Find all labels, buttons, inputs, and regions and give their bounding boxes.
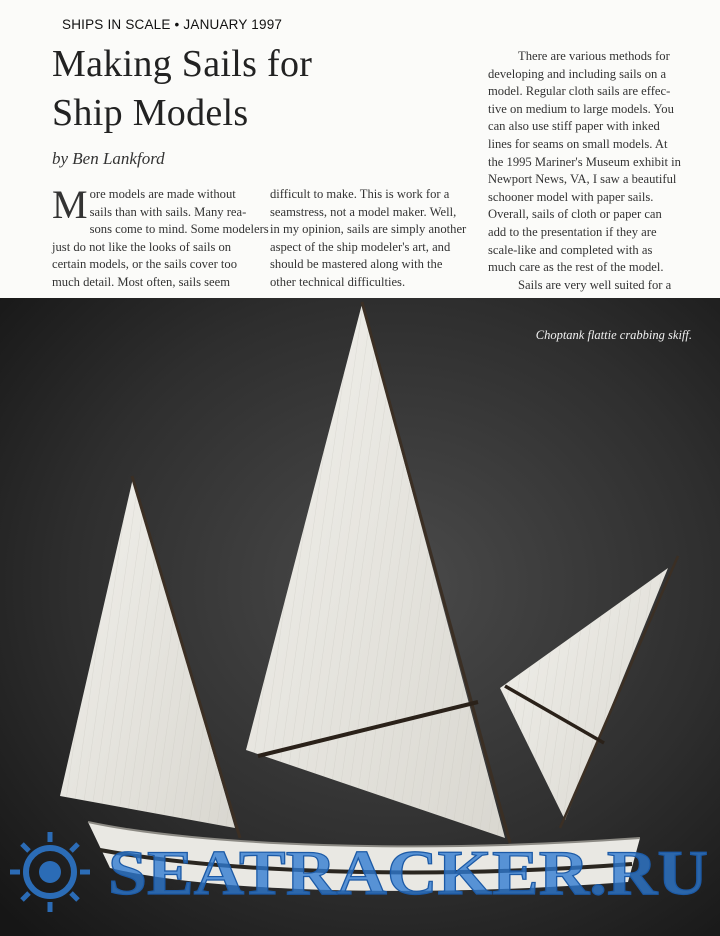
col1-line: just do not like the looks of sails on (52, 239, 232, 254)
title-line-2: Ship Models (52, 92, 249, 134)
body-column-3 (488, 48, 688, 294)
col2-line: seamstress, not a model maker. Well, (270, 204, 457, 219)
col1-line: sons come to mind. Some modelers (89, 222, 269, 237)
col3-line: add to the presentation if they are (488, 224, 657, 239)
col3-line: Sails are very well suited for a (518, 277, 672, 292)
col1-line: much detail. Most often, sails seem (52, 274, 231, 289)
col2-line: should be mastered along with the (270, 257, 443, 272)
seatracker-watermark (0, 822, 720, 912)
col3-line: Overall, sails of cloth or paper can (488, 207, 662, 222)
running-head: SHIPS IN SCALE • JANUARY 1997 (62, 17, 283, 32)
drop-cap: M (52, 182, 88, 227)
col3-line: much care as the rest of the model. (488, 260, 664, 275)
byline: by Ben Lankford (52, 149, 165, 168)
photo-caption: Choptank flattie crabbing skiff. (535, 328, 692, 342)
watermark-text: SEATRACKER.RU (108, 837, 708, 908)
col3-line: Newport News, VA, I saw a beautiful (488, 172, 677, 187)
article-title (52, 40, 312, 138)
col3-line: model. Regular cloth sails are effec- (488, 84, 671, 99)
body-column-1 (52, 182, 269, 292)
col3-line: can also use stiff paper with inked (488, 119, 660, 134)
col1-line: certain models, or the sails cover too (52, 257, 238, 272)
col2-line: aspect of the ship modeler's art, and (270, 239, 451, 254)
sun-logo-icon (10, 832, 90, 912)
col3-line: tive on medium to large models. You (488, 101, 674, 116)
col3-line: lines for seams on small models. At (488, 136, 668, 151)
col3-line: the 1995 Mariner's Museum exhibit in (488, 154, 681, 169)
col2-line: in my opinion, sails are simply another (270, 222, 467, 237)
body-column-2 (270, 186, 470, 292)
title-line-1: Making Sails for (52, 43, 313, 85)
col2-line: other technical difficulties. (270, 274, 406, 289)
col3-line: schooner model with paper sails. (488, 189, 654, 204)
col1-line: ore models are made without (89, 187, 236, 201)
col3-line: There are various methods for (518, 49, 670, 63)
col3-line: scale-like and completed with as (488, 242, 653, 257)
col2-line: difficult to make. This is work for a (270, 187, 450, 201)
col1-line: sails than with sails. Many rea- (89, 204, 247, 219)
col3-line: developing and including sails on a (488, 66, 667, 81)
